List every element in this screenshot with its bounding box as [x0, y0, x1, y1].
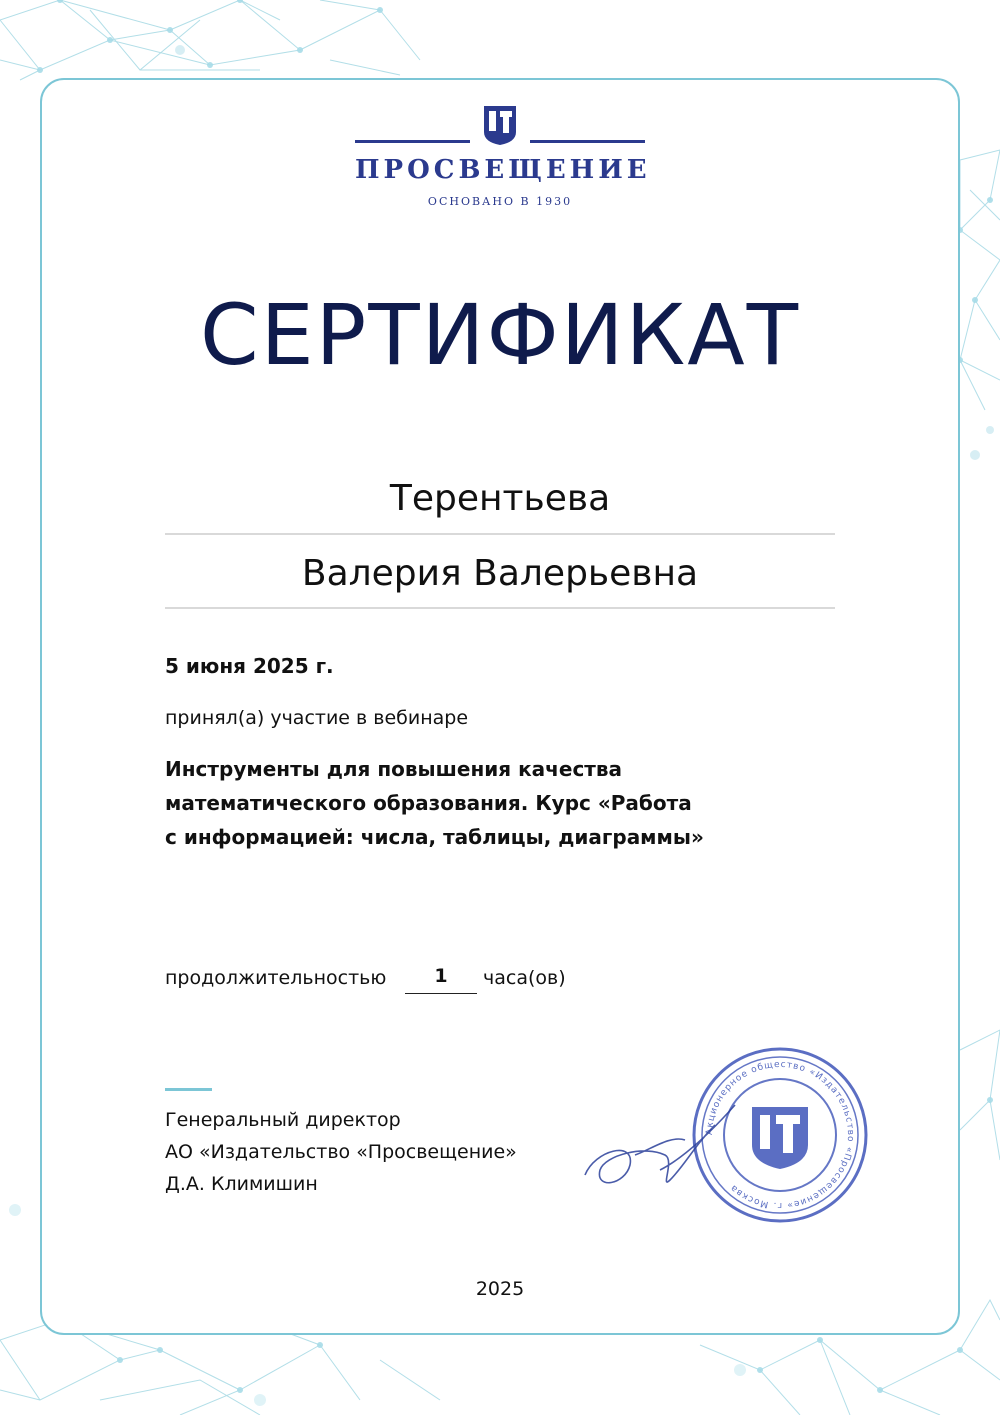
- course-line: с информацией: числа, таблицы, диаграммы»: [165, 825, 704, 849]
- prosveshchenie-logo-icon: [482, 104, 518, 146]
- handwritten-signature-icon: [575, 1095, 745, 1215]
- footer-year: 2025: [475, 1278, 525, 1300]
- brand-name: ПРОСВЕЩЕНИЕ: [355, 155, 651, 185]
- certificate-title: СЕРТИФИКАТ: [199, 286, 801, 384]
- logo-rule-left: [355, 140, 470, 143]
- signatory-position: Генеральный директор: [165, 1109, 401, 1131]
- course-title: [165, 752, 805, 854]
- signatory-accent-rule: [165, 1088, 212, 1091]
- recipient-given-names: Валерия Валерьевна: [301, 553, 699, 594]
- course-line: Инструменты для повышения качества: [165, 757, 623, 781]
- duration-value: 1: [405, 965, 477, 994]
- recipient-surname: Терентьева: [389, 478, 611, 519]
- logo-rule-right: [530, 140, 645, 143]
- name-rule-1: [165, 533, 835, 535]
- name-rule-2: [165, 607, 835, 609]
- signatory-name: Д.А. Климишин: [165, 1173, 318, 1195]
- stamp-text: Акционерное общество «Издательство «Просвещение» г. Москва: [704, 1059, 856, 1211]
- brand-founded: ОСНОВАНО В 1930: [427, 195, 573, 208]
- duration-label: продолжительностью: [165, 967, 387, 989]
- event-date: 5 июня 2025 г.: [165, 654, 334, 678]
- signatory-organization: АО «Издательство «Просвещение»: [165, 1141, 517, 1163]
- duration-unit: часа(ов): [483, 967, 566, 989]
- participation-text: принял(а) участие в вебинаре: [165, 707, 469, 729]
- course-line: математического образования. Курс «Работа: [165, 791, 692, 815]
